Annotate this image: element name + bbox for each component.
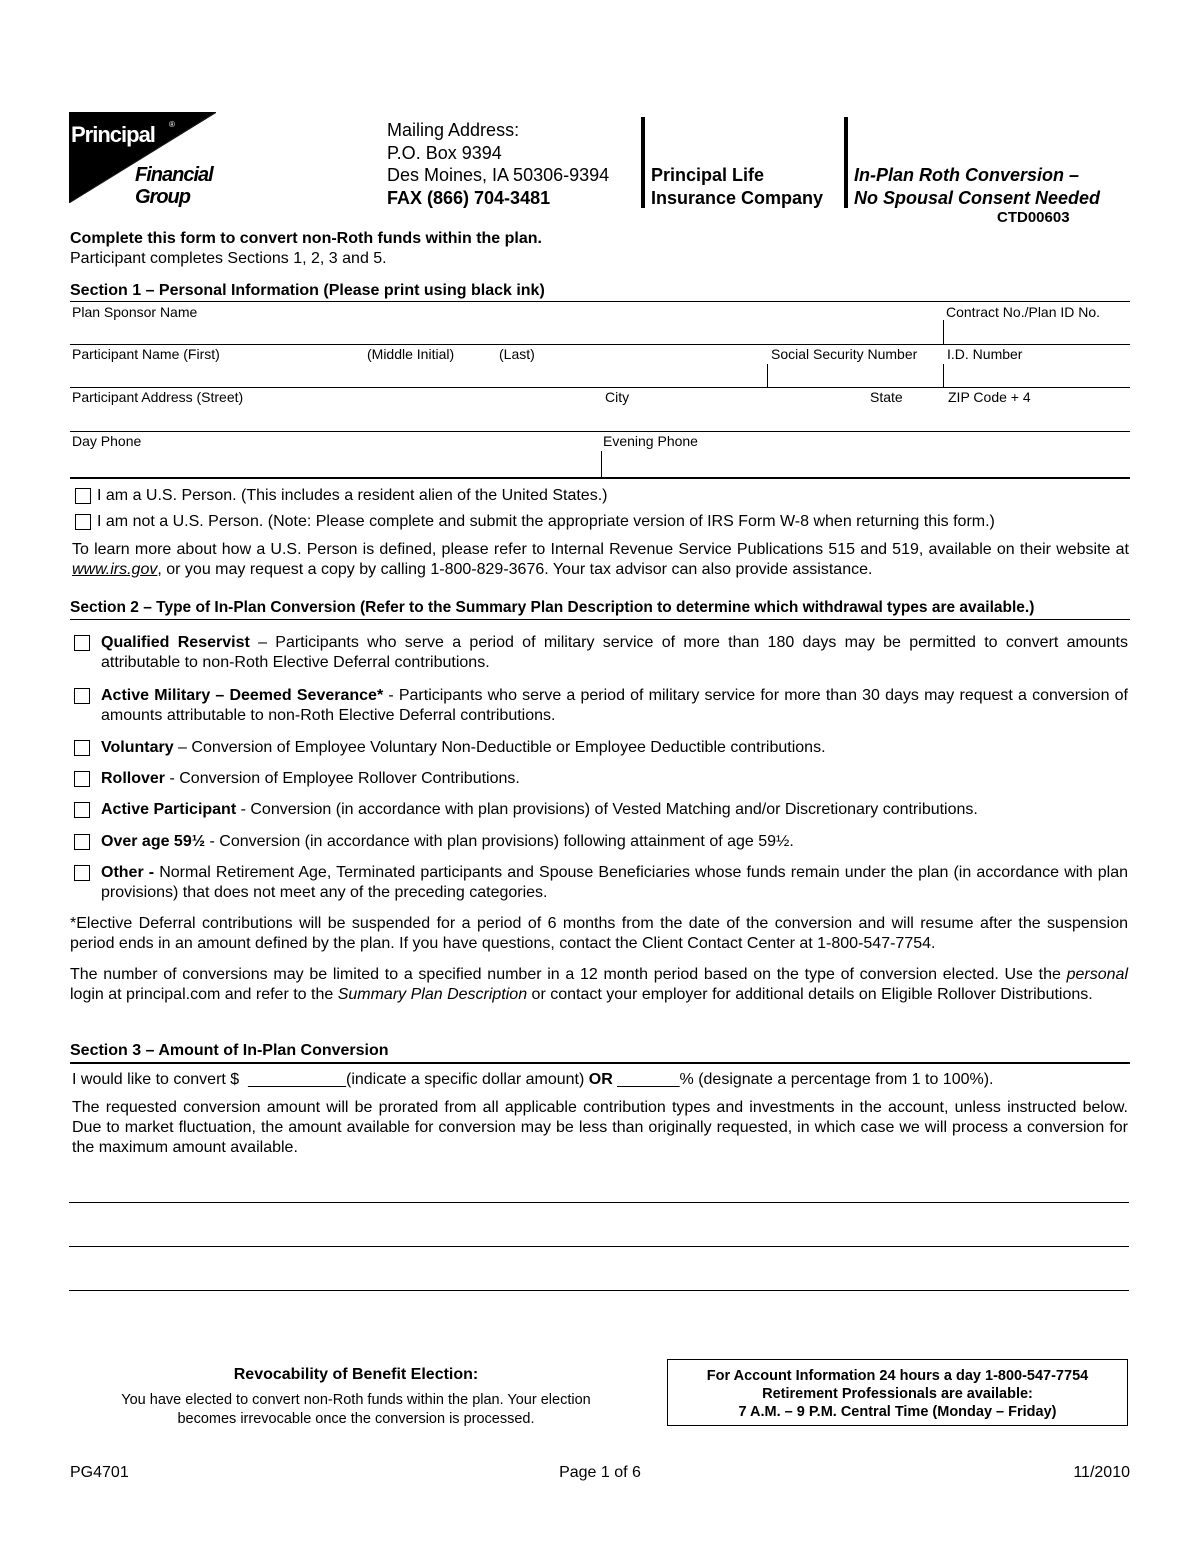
city-label: City bbox=[605, 389, 630, 405]
option-active-military: Active Military – Deemed Severance* - Participants who serve a period of military service for more than 30 days may request a conversion of amounts attributable to non-Roth Elective Deferral contributions. bbox=[101, 687, 1128, 724]
first-name-label: Participant Name (First) bbox=[72, 346, 220, 362]
page-number: Page 1 of 6 bbox=[559, 1464, 641, 1481]
day-phone-label: Day Phone bbox=[72, 433, 142, 449]
id-number-label: I.D. Number bbox=[947, 346, 1023, 362]
form-date: 11/2010 bbox=[1073, 1464, 1130, 1481]
mailing-address bbox=[387, 119, 609, 209]
instruction-line-2[interactable] bbox=[69, 1246, 1129, 1247]
logo-financial: Financial bbox=[135, 164, 213, 186]
over-age-checkbox[interactable] bbox=[74, 834, 90, 850]
active-participant-checkbox[interactable] bbox=[74, 802, 90, 818]
zip-label: ZIP Code + 4 bbox=[948, 389, 1031, 405]
us-person-info: To learn more about how a U.S. Person is defined, please refer to Internal Revenue Service Publications 515 and 519, available on their website at www.irs.gov, or you may request a copy by calling 1-800-829-3676. Your tax advisor can also provide assistance. bbox=[72, 541, 1129, 578]
option-over-age: Over age 59½ - Conversion (in accordance with plan provisions) following attainment of age 59½. bbox=[101, 833, 794, 850]
section1-title: Section 1 – Personal Information (Please print using black ink) bbox=[70, 282, 545, 299]
convert-amount-line: I would like to convert $ ___________(indicate a specific dollar amount) OR _______% (designate a percentage from 1 to 100%). bbox=[72, 1071, 994, 1088]
id-number-input[interactable] bbox=[948, 364, 1130, 384]
prorate-text: The requested conversion amount will be prorated from all applicable contribution types and investments in the account, unless instructed below. Due to market fluctuation, the amount available for conversion may be less than originally requested, in which case we will process a conversion for the maximum amount available. bbox=[72, 1099, 1128, 1156]
account-info-box: For Account Information 24 hours a day 1-800-547-7754 Retirement Professionals are available: 7 A.M. – 9 P.M. Central Time (Monday – Friday) bbox=[667, 1359, 1128, 1426]
us-person-checkbox[interactable] bbox=[75, 488, 91, 504]
po-box: P.O. Box 9394 bbox=[387, 142, 502, 163]
option-active-participant: Active Participant - Conversion (in accordance with plan provisions) of Vested Matching and/or Discretionary contributions. bbox=[101, 801, 978, 818]
city-line: Des Moines, IA 50306-9394 bbox=[387, 165, 610, 185]
revocability-title: Revocability of Benefit Election: bbox=[233, 1366, 479, 1383]
section3-title: Section 3 – Amount of In-Plan Conversion bbox=[70, 1042, 389, 1059]
revocability-text: You have elected to convert non-Roth funds within the plan. Your election becomes irrevocable once the conversion is processed. bbox=[121, 1392, 591, 1427]
option-other: Other - Normal Retirement Age, Terminated participants and Spouse Beneficiaries whose funds remain under the plan (in accordance with plan provisions) that does not meet any of the preceding categories. bbox=[101, 864, 1128, 901]
participant-name-input[interactable] bbox=[72, 364, 766, 384]
option-rollover: Rollover - Conversion of Employee Rollover Contributions. bbox=[101, 770, 520, 787]
plan-sponsor-input[interactable] bbox=[72, 322, 936, 342]
intro-line1: Complete this form to convert non-Roth funds within the plan. bbox=[70, 230, 542, 247]
company-name: Principal Life Insurance Company bbox=[651, 165, 824, 208]
street-label: Participant Address (Street) bbox=[72, 389, 244, 405]
section2-title: Section 2 – Type of In-Plan Conversion (Refer to the Summary Plan Description to determine which withdrawal types are available.) bbox=[70, 599, 1035, 616]
ssn-input[interactable] bbox=[770, 364, 944, 384]
form-code: CTD00603 bbox=[997, 209, 1070, 226]
last-name-label: (Last) bbox=[499, 346, 535, 362]
qualified-reservist-checkbox[interactable] bbox=[74, 635, 90, 651]
address-input[interactable] bbox=[72, 408, 1132, 428]
evening-phone-input[interactable] bbox=[606, 453, 1130, 473]
rollover-checkbox[interactable] bbox=[74, 771, 90, 787]
active-military-checkbox[interactable] bbox=[74, 688, 90, 704]
middle-initial-label: (Middle Initial) bbox=[367, 346, 455, 362]
elective-deferral-note: *Elective Deferral contributions will be suspended for a period of 6 months from the date of the conversion and will resume after the suspension period ends in an amount defined by the plan. If you have questions, contact the Client Contact Center at 1-800-547-7754. bbox=[70, 915, 1128, 952]
header-divider-1 bbox=[641, 117, 645, 208]
state-label: State bbox=[870, 389, 903, 405]
contract-no-label: Contract No./Plan ID No. bbox=[946, 304, 1101, 320]
irs-link[interactable]: www.irs.gov bbox=[72, 561, 158, 578]
ssn-label: Social Security Number bbox=[771, 346, 918, 362]
not-us-person-text: I am not a U.S. Person. (Note: Please complete and submit the appropriate version of IRS Form W-8 when returning this form.) bbox=[97, 513, 995, 530]
other-checkbox[interactable] bbox=[74, 865, 90, 881]
dollar-amount-blank[interactable]: ___________ bbox=[248, 1071, 346, 1088]
contract-no-input[interactable] bbox=[948, 322, 1130, 342]
form-number: PG4701 bbox=[70, 1464, 129, 1481]
mailing-label: Mailing Address: bbox=[387, 120, 520, 140]
us-person-text: I am a U.S. Person. (This includes a resident alien of the United States.) bbox=[97, 487, 608, 504]
logo-principal: Principal bbox=[71, 122, 155, 147]
header-divider-2 bbox=[844, 117, 848, 208]
conversion-limit-note: The number of conversions may be limited to a specified number in a 12 month period based on the type of conversion elected. Use the personal login at principal.com and refer to the Summary Plan Description or contact your employer for additional details on Eligible Rollover Distributions. bbox=[70, 966, 1128, 1003]
voluntary-checkbox[interactable] bbox=[74, 740, 90, 756]
option-qualified-reservist: Qualified Reservist – Participants who serve a period of military service of more than 180 days may be permitted to convert amounts attributable to non-Roth Elective Deferral contributions. bbox=[101, 634, 1128, 671]
instruction-line-3[interactable] bbox=[69, 1290, 1129, 1291]
logo-group: Group bbox=[135, 186, 190, 208]
intro-line2: Participant completes Sections 1, 2, 3 and 5. bbox=[70, 250, 387, 267]
fax-number: FAX (866) 704-3481 bbox=[387, 187, 551, 208]
evening-phone-label: Evening Phone bbox=[603, 433, 698, 449]
option-voluntary: Voluntary – Conversion of Employee Voluntary Non-Deductible or Employee Deductible contributions. bbox=[101, 739, 826, 756]
instruction-line-1[interactable] bbox=[69, 1202, 1129, 1203]
plan-sponsor-label: Plan Sponsor Name bbox=[72, 304, 198, 320]
day-phone-input[interactable] bbox=[72, 453, 596, 473]
principal-logo: Principal ® Financial Group bbox=[69, 112, 217, 204]
percent-blank[interactable]: _______ bbox=[617, 1071, 680, 1088]
form-title: In-Plan Roth Conversion – No Spousal Consent Needed bbox=[854, 165, 1101, 208]
not-us-person-checkbox[interactable] bbox=[75, 514, 91, 530]
